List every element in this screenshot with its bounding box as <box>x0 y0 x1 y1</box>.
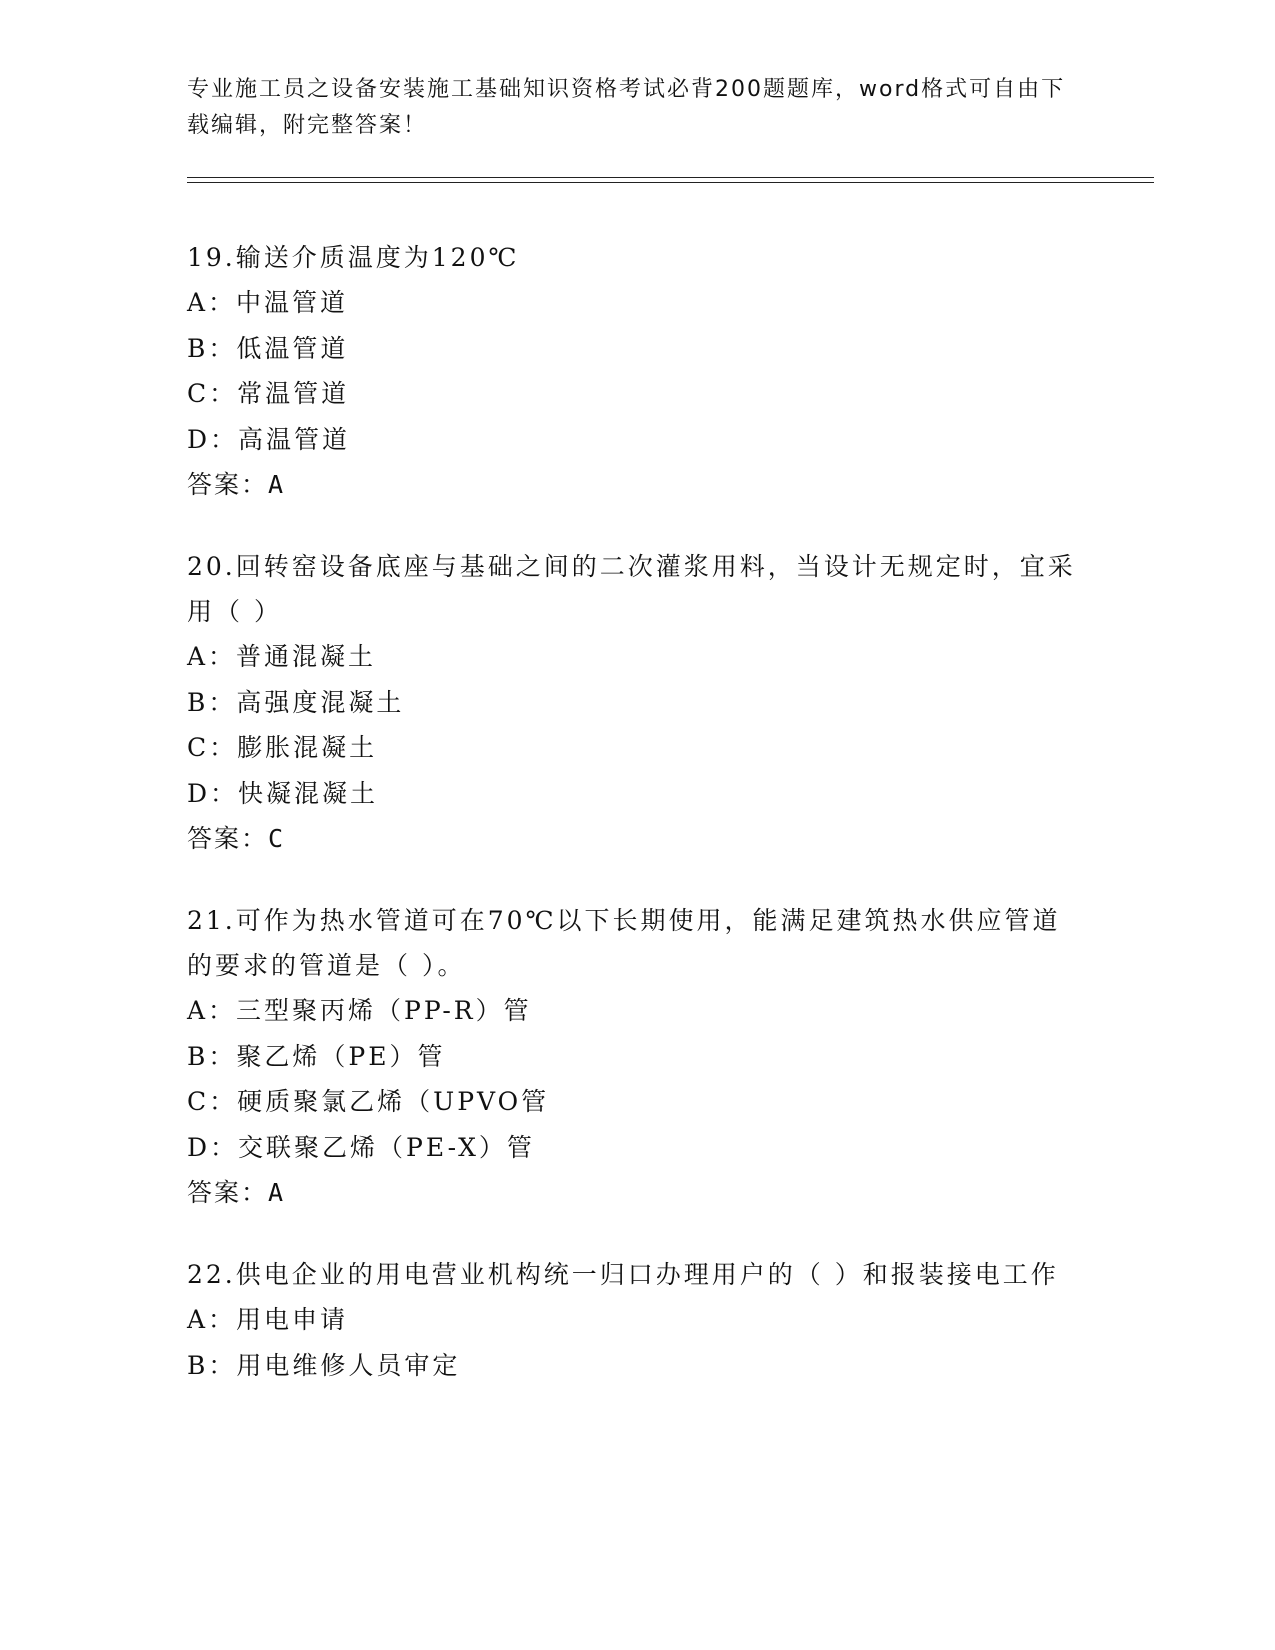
option-c: C：硬质聚氯乙烯（UPVO管 <box>187 1087 550 1116</box>
question-stem: 19.输送介质温度为120℃ <box>187 243 520 272</box>
option-d: D：快凝混凝土 <box>187 778 379 808</box>
option-b: B：用电维修人员审定 <box>187 1350 461 1380</box>
question-item <box>187 544 1087 861</box>
option-b: B：高强度混凝土 <box>187 687 405 717</box>
question-stem: 22.供电企业的用电营业机构统一归口办理用户的（ ）和报装接电工作 <box>187 1260 1059 1289</box>
option-a: A：三型聚丙烯（PP-R）管 <box>187 996 532 1025</box>
question-stem: 21.可作为热水管道可在70℃以下长期使用，能满足建筑热水供应管道的要求的管道是（ ）。 <box>187 906 1061 980</box>
question-item <box>187 898 1087 1215</box>
answer-line: 答案：A <box>187 470 286 499</box>
question-stem: 20.回转窑设备底座与基础之间的二次灌浆用料，当设计无规定时，宜采用（ ） <box>187 552 1076 626</box>
answer-line: 答案：A <box>187 1178 286 1207</box>
header-divider <box>187 177 1154 183</box>
question-list <box>187 235 1087 1425</box>
option-c: C：膨胀混凝土 <box>187 733 378 762</box>
option-a: A：用电申请 <box>187 1305 349 1334</box>
option-a: A：普通混凝土 <box>187 642 377 671</box>
option-d: D：交联聚乙烯（PE-X）管 <box>187 1132 535 1162</box>
option-b: B：聚乙烯（PE）管 <box>187 1041 446 1071</box>
answer-line: 答案：C <box>187 824 286 853</box>
document-header: 专业施工员之设备安装施工基础知识资格考试必背200题题库，word格式可自由下载编辑，附完整答案！ <box>187 77 1066 138</box>
option-a: A：中温管道 <box>187 288 349 317</box>
option-d: D：高温管道 <box>187 424 351 454</box>
option-c: C：常温管道 <box>187 379 350 408</box>
question-item <box>187 1252 1087 1388</box>
option-b: B：低温管道 <box>187 333 349 363</box>
question-item <box>187 235 1087 507</box>
